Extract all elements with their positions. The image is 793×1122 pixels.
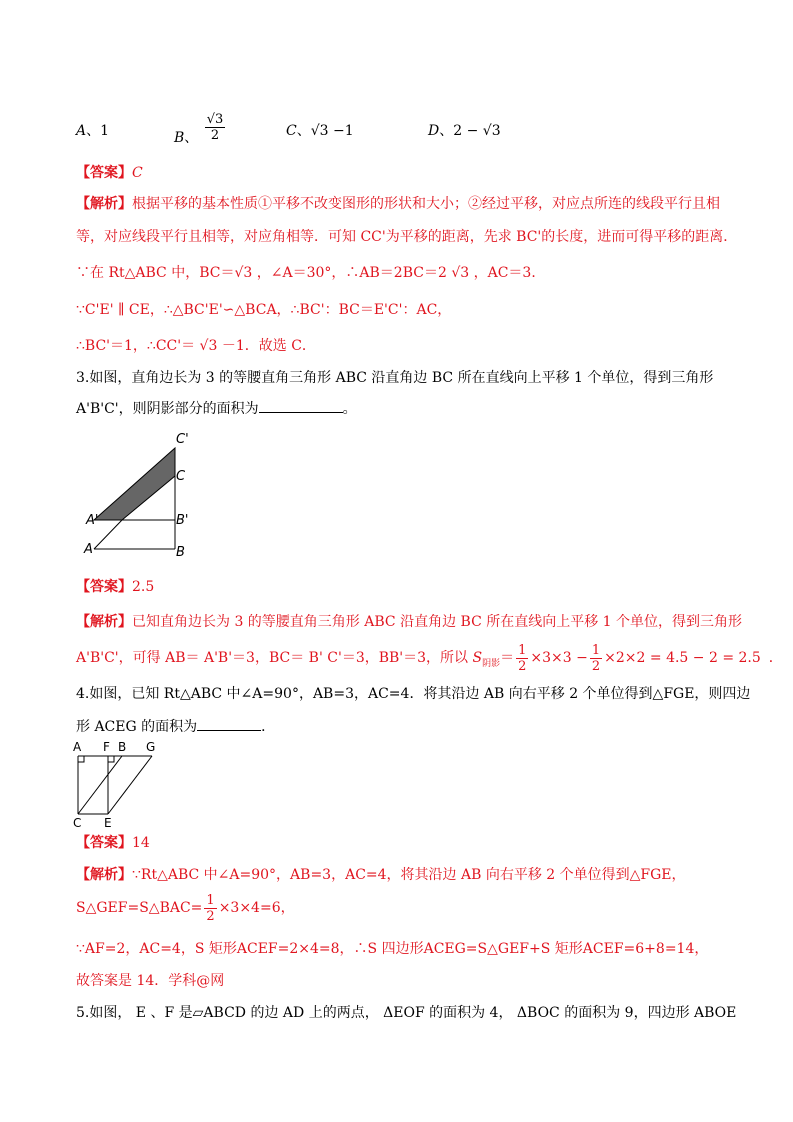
option-d-label: D [428,123,440,139]
q3-analysis-line-2 [76,640,783,676]
shaded-region [94,448,175,520]
label-a: A [73,740,82,754]
option-c-value: √3 −1 [310,123,354,139]
equals: ＝ [500,650,515,666]
fraction-1 [516,643,528,674]
q4-analysis-line-4: 故答案是 14．学科@网 [76,973,225,989]
label-c: C [176,469,186,484]
q3-text-line-2 [76,398,357,418]
analysis-tag: 【解析】 [76,867,132,883]
option-b-num: √3 [206,112,224,127]
option-b-label: B [174,129,185,146]
q4-analysis-line-1 [76,866,686,884]
right-angle-mark-a [78,756,84,762]
label-f: F [103,740,110,754]
answer-tag: 【答案】 [76,835,132,851]
segment-cb [78,756,122,814]
q3-text-line-1: 3.如图，直角边长为 3 的等腰直角三角形 ABC 沿直角边 BC 所在直线向上平移 1 个单位，得到三角形 [76,370,714,386]
q3-prompt: A'B'C'，则阴影部分的面积为 [76,401,259,417]
s-subscript: 阴影 [482,659,501,669]
q4-text-line-2 [76,716,275,736]
q2-answer [76,164,143,182]
option-d-sep: 、 [439,123,454,139]
q2-analysis-line-4: ∵C'E' ∥ CE，∴△BC'E'∽△BCA，∴BC'：BC＝E'C'：AC， [76,302,452,318]
q4-analysis-line-2 [76,890,295,926]
label-g: G [146,740,156,754]
fraction-den: 2 [518,658,527,674]
label-c: C [73,816,82,830]
q4-prompt: 形 ACEG 的面积为 [76,719,198,735]
option-c-sep: 、 [296,123,311,139]
q2-analysis-line-3: ∵在 Rt△ABC 中，BC＝√3 ，∠A＝30°，∴AB＝2BC＝2 √3 ，AC＝3． [76,265,546,281]
analysis-text: A'B'C'，可得 AB＝ A'B'＝3，BC＝ B' C'＝3，BB'＝3，所以 [76,650,473,666]
q5-text-line-1: 5.如图， E 、F 是▱ABCD 的边 AD 上的两点， ΔEOF 的面积为 4， ΔBOC 的面积为 9，四边形 ABOE [76,1005,737,1021]
label-b: B [118,740,127,754]
fraction-den: 2 [591,658,601,674]
q2-analysis-line-5: ∴BC'＝1，∴CC'＝ √3 －1．故选 C． [76,338,316,354]
label-e: E [104,816,112,830]
option-b-sep: 、 [184,129,199,146]
q4-analysis-line-3: ∵AF=2，AC=4，S 矩形ACEF=2×4=8，∴S 四边形ACEG=S△GEF+S 矩形ACEF=6+8=14， [76,941,709,957]
right-angle-mark-f [108,756,114,762]
answer-blank [259,398,343,413]
analysis-tag: 【解析】 [76,614,132,630]
q4-prompt-end: ． [261,719,276,735]
q2-analysis-line-2: 等，对应线段平行且相等，对应角相等．可知 CC'为平移的距离，先求 BC'的长度，进而可得平移的距离． [76,229,738,245]
answer-value: 2.5 [132,579,155,595]
q3-answer [76,578,154,596]
option-a-label: A [76,123,87,139]
label-b-prime: B' [176,513,189,528]
option-d-value: 2 − √3 [453,123,501,139]
option-c-label: C [286,123,297,139]
answer-value: 14 [132,835,150,851]
segment-eg [108,756,152,814]
analysis-tag: 【解析】 [76,196,132,212]
label-a: A [84,542,93,557]
analysis-text: 已知直角边长为 3 的等腰直角三角形 ABC 沿直角边 BC 所在直线向上平移 1 个单位，得到三角形 [132,614,743,630]
analysis-text: ×3×4=6， [218,900,295,916]
fraction-num: 1 [206,892,215,908]
analysis-text: ∵Rt△ABC 中∠A=90°，AB=3，AC=4，将其沿边 AB 向右平移 2 个单位得到△FGE， [132,867,686,883]
q3-prompt-end: 。 [342,401,357,417]
fraction-2 [590,643,602,674]
fraction-num: 1 [518,642,527,658]
option-a-value: 1 [100,123,110,139]
option-a-sep: 、 [86,123,101,139]
expr-part: ×2×2 = 4.5 − 2 = 2.5 [604,650,761,666]
expr-tail: ． [768,650,783,666]
q3-analysis-line-1 [76,613,742,631]
label-a-prime: A' [86,513,99,528]
analysis-text: S△GEF=S△BAC= [76,900,203,916]
answer-tag: 【答案】 [76,165,132,181]
analysis-text: 根据平移的基本性质①平移不改变图形的形状和大小；②经过平移，对应点所连的线段平行且相 [132,196,720,212]
answer-value: C [132,165,143,181]
q4-text-line-1: 4.如图，已知 Rt△ABC 中∠A=90°，AB=3，AC=4．将其沿边 AB 向右平移 2 个单位得到△FGE，则四边 [76,686,751,702]
answer-blank [197,716,261,731]
fraction-den: 2 [206,908,215,924]
option-b-fraction [205,112,226,143]
q2-analysis-line-1 [76,195,720,213]
q3-figure [80,430,200,564]
label-c-prime: C' [176,432,189,447]
s-label: S [472,650,483,666]
q4-figure [66,738,166,830]
fraction [204,893,216,924]
q4-answer [76,834,150,852]
fraction-num: 1 [591,642,601,658]
answer-tag: 【答案】 [76,579,132,595]
label-b: B [176,545,185,560]
option-b-den: 2 [210,128,220,143]
expr-part: ×3×3 − [530,650,588,666]
